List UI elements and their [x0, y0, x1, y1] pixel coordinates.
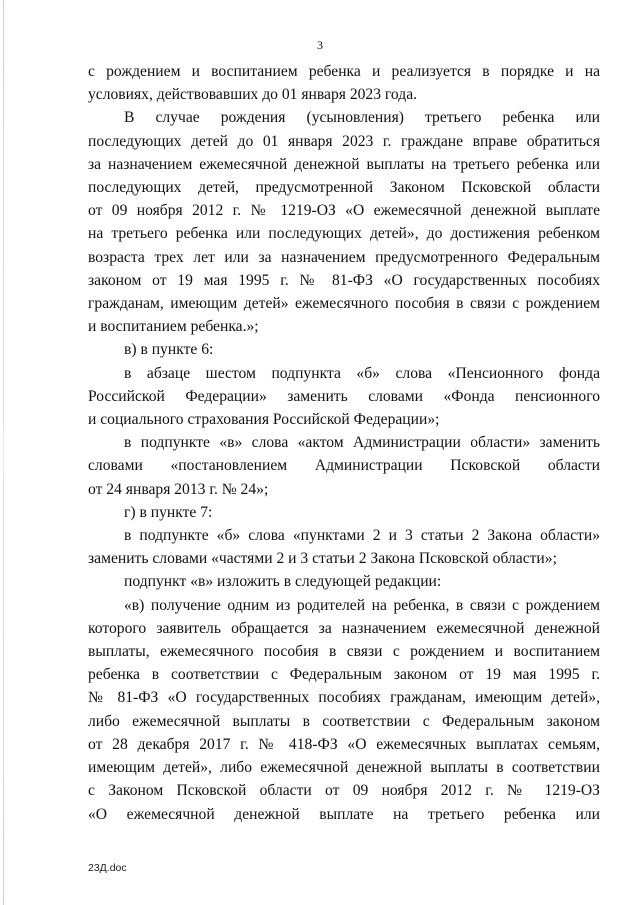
- text-line: за назначением ежемесячной денежной выплаты на третьего ребенка или: [88, 155, 600, 173]
- text-line: № 81-ФЗ «О государственных пособиях гражданам, имеющим детей»,: [88, 689, 600, 707]
- text-line: от 09 ноября 2012 г. № 1219-ОЗ «О ежемесячной денежной выплате: [88, 202, 600, 220]
- text-line: «О ежемесячной денежной выплате на третьего ребенка или: [88, 805, 600, 823]
- footer-filename: 23Д.doc: [88, 862, 127, 874]
- text-line: с рождением и воспитанием ребенка и реализуется в порядке и на: [88, 63, 600, 80]
- text-line: ребенка в соответствии с Федеральным законом от 19 мая 1995 г.: [88, 666, 600, 684]
- text-line: гражданам, имеющим детей» ежемесячного пособия в связи с рождением: [88, 295, 600, 313]
- text-line: заменить словами «частями 2 и 3 статьи 2 Закона Псковской области»;: [88, 550, 557, 568]
- scan-edge: [3, 0, 4, 905]
- text-line: условиях, действовавших до 01 января 2023 года.: [88, 86, 418, 104]
- text-line: В случае рождения (усыновления) третьего ребенка или: [124, 109, 600, 127]
- page-number: 3: [317, 38, 323, 52]
- text-line: подпункт «в» изложить в следующей редакции:: [124, 573, 442, 591]
- text-line: от 24 января 2013 г. № 24»;: [88, 480, 269, 498]
- text-line: на третьего ребенка или последующих детей», до достижения ребенком: [88, 225, 600, 243]
- text-line: Российской Федерации» заменить словами «Фонда пенсионного: [88, 387, 600, 405]
- text-line: в абзаце шестом подпункта «б» слова «Пенсионного фонда: [124, 364, 600, 382]
- text-line: выплаты, ежемесячного пособия в связи с рождением и воспитанием: [88, 643, 600, 661]
- text-line: «в) получение одним из родителей на ребенка, в связи с рождением: [124, 596, 600, 614]
- text-line: г) в пункте 7:: [124, 503, 213, 521]
- text-line: в подпункте «б» слова «пунктами 2 и 3 статьи 2 Закона области»: [124, 527, 600, 545]
- text-line: имеющим детей», либо ежемесячной денежной выплаты в соответствии: [88, 759, 600, 777]
- text-line: которого заявитель обращается за назначением ежемесячной денежной: [88, 619, 600, 637]
- text-line: словами «постановлением Администрации Псковской области: [88, 457, 600, 475]
- document-body: [88, 60, 600, 826]
- text-line: с Законом Псковской области от 09 ноября 2012 г. № 1219-ОЗ: [88, 782, 600, 800]
- text-line: либо ежемесячной выплаты в соответствии с Федеральным законом: [88, 712, 600, 730]
- text-line: последующих детей, предусмотренной Законом Псковской области: [88, 179, 600, 197]
- text-line: в) в пункте 6:: [124, 341, 214, 359]
- text-line: и социального страхования Российской Федерации»;: [88, 411, 440, 429]
- text-line: возраста трех лет или за назначением предусмотренного Федеральным: [88, 248, 600, 266]
- text-line: и воспитанием ребенка.»;: [88, 318, 259, 336]
- text-line: в подпункте «в» слова «актом Администрации области» заменить: [124, 434, 600, 452]
- text-line: законом от 19 мая 1995 г. № 81-ФЗ «О государственных пособиях: [88, 271, 600, 289]
- text-line: последующих детей до 01 января 2023 г. граждане вправе обратиться: [88, 132, 600, 150]
- text-line: от 28 декабря 2017 г. № 418-ФЗ «О ежемесячных выплатах семьям,: [88, 735, 600, 753]
